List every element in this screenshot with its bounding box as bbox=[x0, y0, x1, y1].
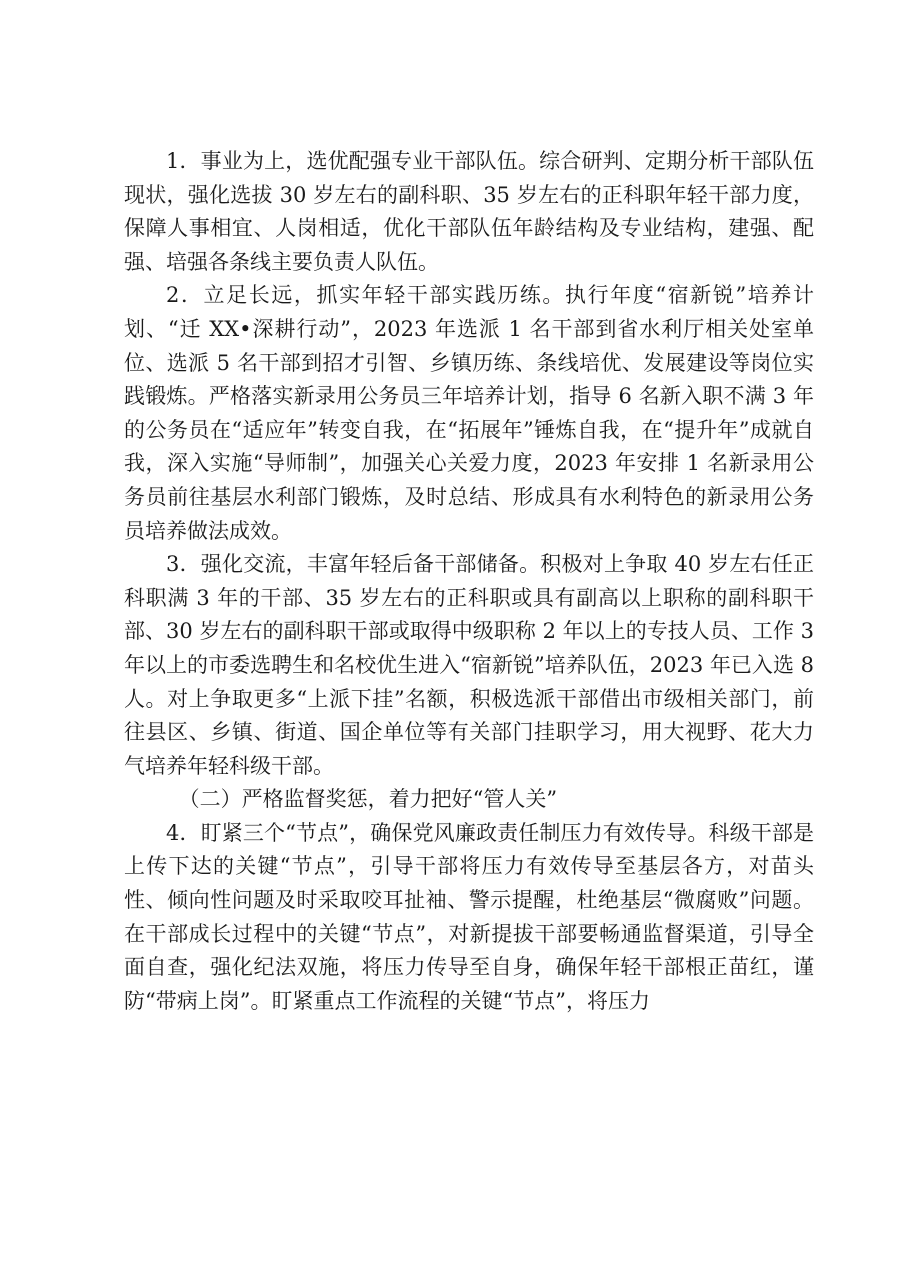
paragraph-3: 3．强化交流，丰富年轻后备干部储备。积极对上争取 40 岁左右任正科职满 3 年的干部、35 岁左右的正科职或具有副高以上职称的副科职干部、30 岁左右的副科职干部或取得中级职称 2 年以上的专技人员、工作 3 年以上的市委选聘生和名校优生进入“宿新锐”培养队伍，2023 年已入选 8 人。对上争取更多“上派下挂”名额，积极选派干部借出市级相关部门，前往县区、乡镇、街道、国企单位等有关部门挂职学习，用大视野、花大力气培养年轻科级干部。 bbox=[124, 552, 814, 778]
paragraph-4: 4．盯紧三个“节点”，确保党风廉政责任制压力有效传导。科级干部是上传下达的关键“节点”，引导干部将压力有效传导至基层各方，对苗头性、倾向性问题及时采取咬耳扯袖、警示提醒，杜绝基层“微腐败”问题。在干部成长过程中的关键“节点”，对新提拔干部要畅通监督渠道，引导全面自查，强化纪法双施，将压力传导至自身，确保年轻干部根正苗红，谨防“带病上岗”。盯紧重点工作流程的关键“节点”，将压力 bbox=[124, 820, 814, 1013]
section-heading: （二）严格监督奖惩，着力把好“管人关” bbox=[178, 787, 558, 812]
document-body bbox=[124, 145, 814, 1018]
paragraph-1: 1．事业为上，选优配强专业干部队伍。综合研判、定期分析干部队伍现状，强化选拔 30 岁左右的副科职、35 岁左右的正科职年轻干部力度，保障人事相宜、人岗相适，优化干部队伍年龄结构及专业结构，建强、配强、培强各条线主要负责人队伍。 bbox=[124, 149, 814, 274]
paragraph-2: 2．立足长远，抓实年轻干部实践历练。执行年度“宿新锐”培养计划、“迁 XX•深耕行动”，2023 年选派 1 名干部到省水利厅相关处室单位、选派 5 名干部到招才引智、乡镇历练、条线培优、发展建设等岗位实践锻炼。严格落实新录用公务员三年培养计划，指导 6 名新入职不满 3 年的公务员在“适应年”转变自我，在“拓展年”锤炼自我，在“提升年”成就自我，深入实施“导师制”，加强关心关爱力度，2023 年安排 1 名新录用公务员前往基层水利部门锻炼，及时总结、形成具有水利特色的新录用公务员培养做法成效。 bbox=[124, 283, 814, 543]
